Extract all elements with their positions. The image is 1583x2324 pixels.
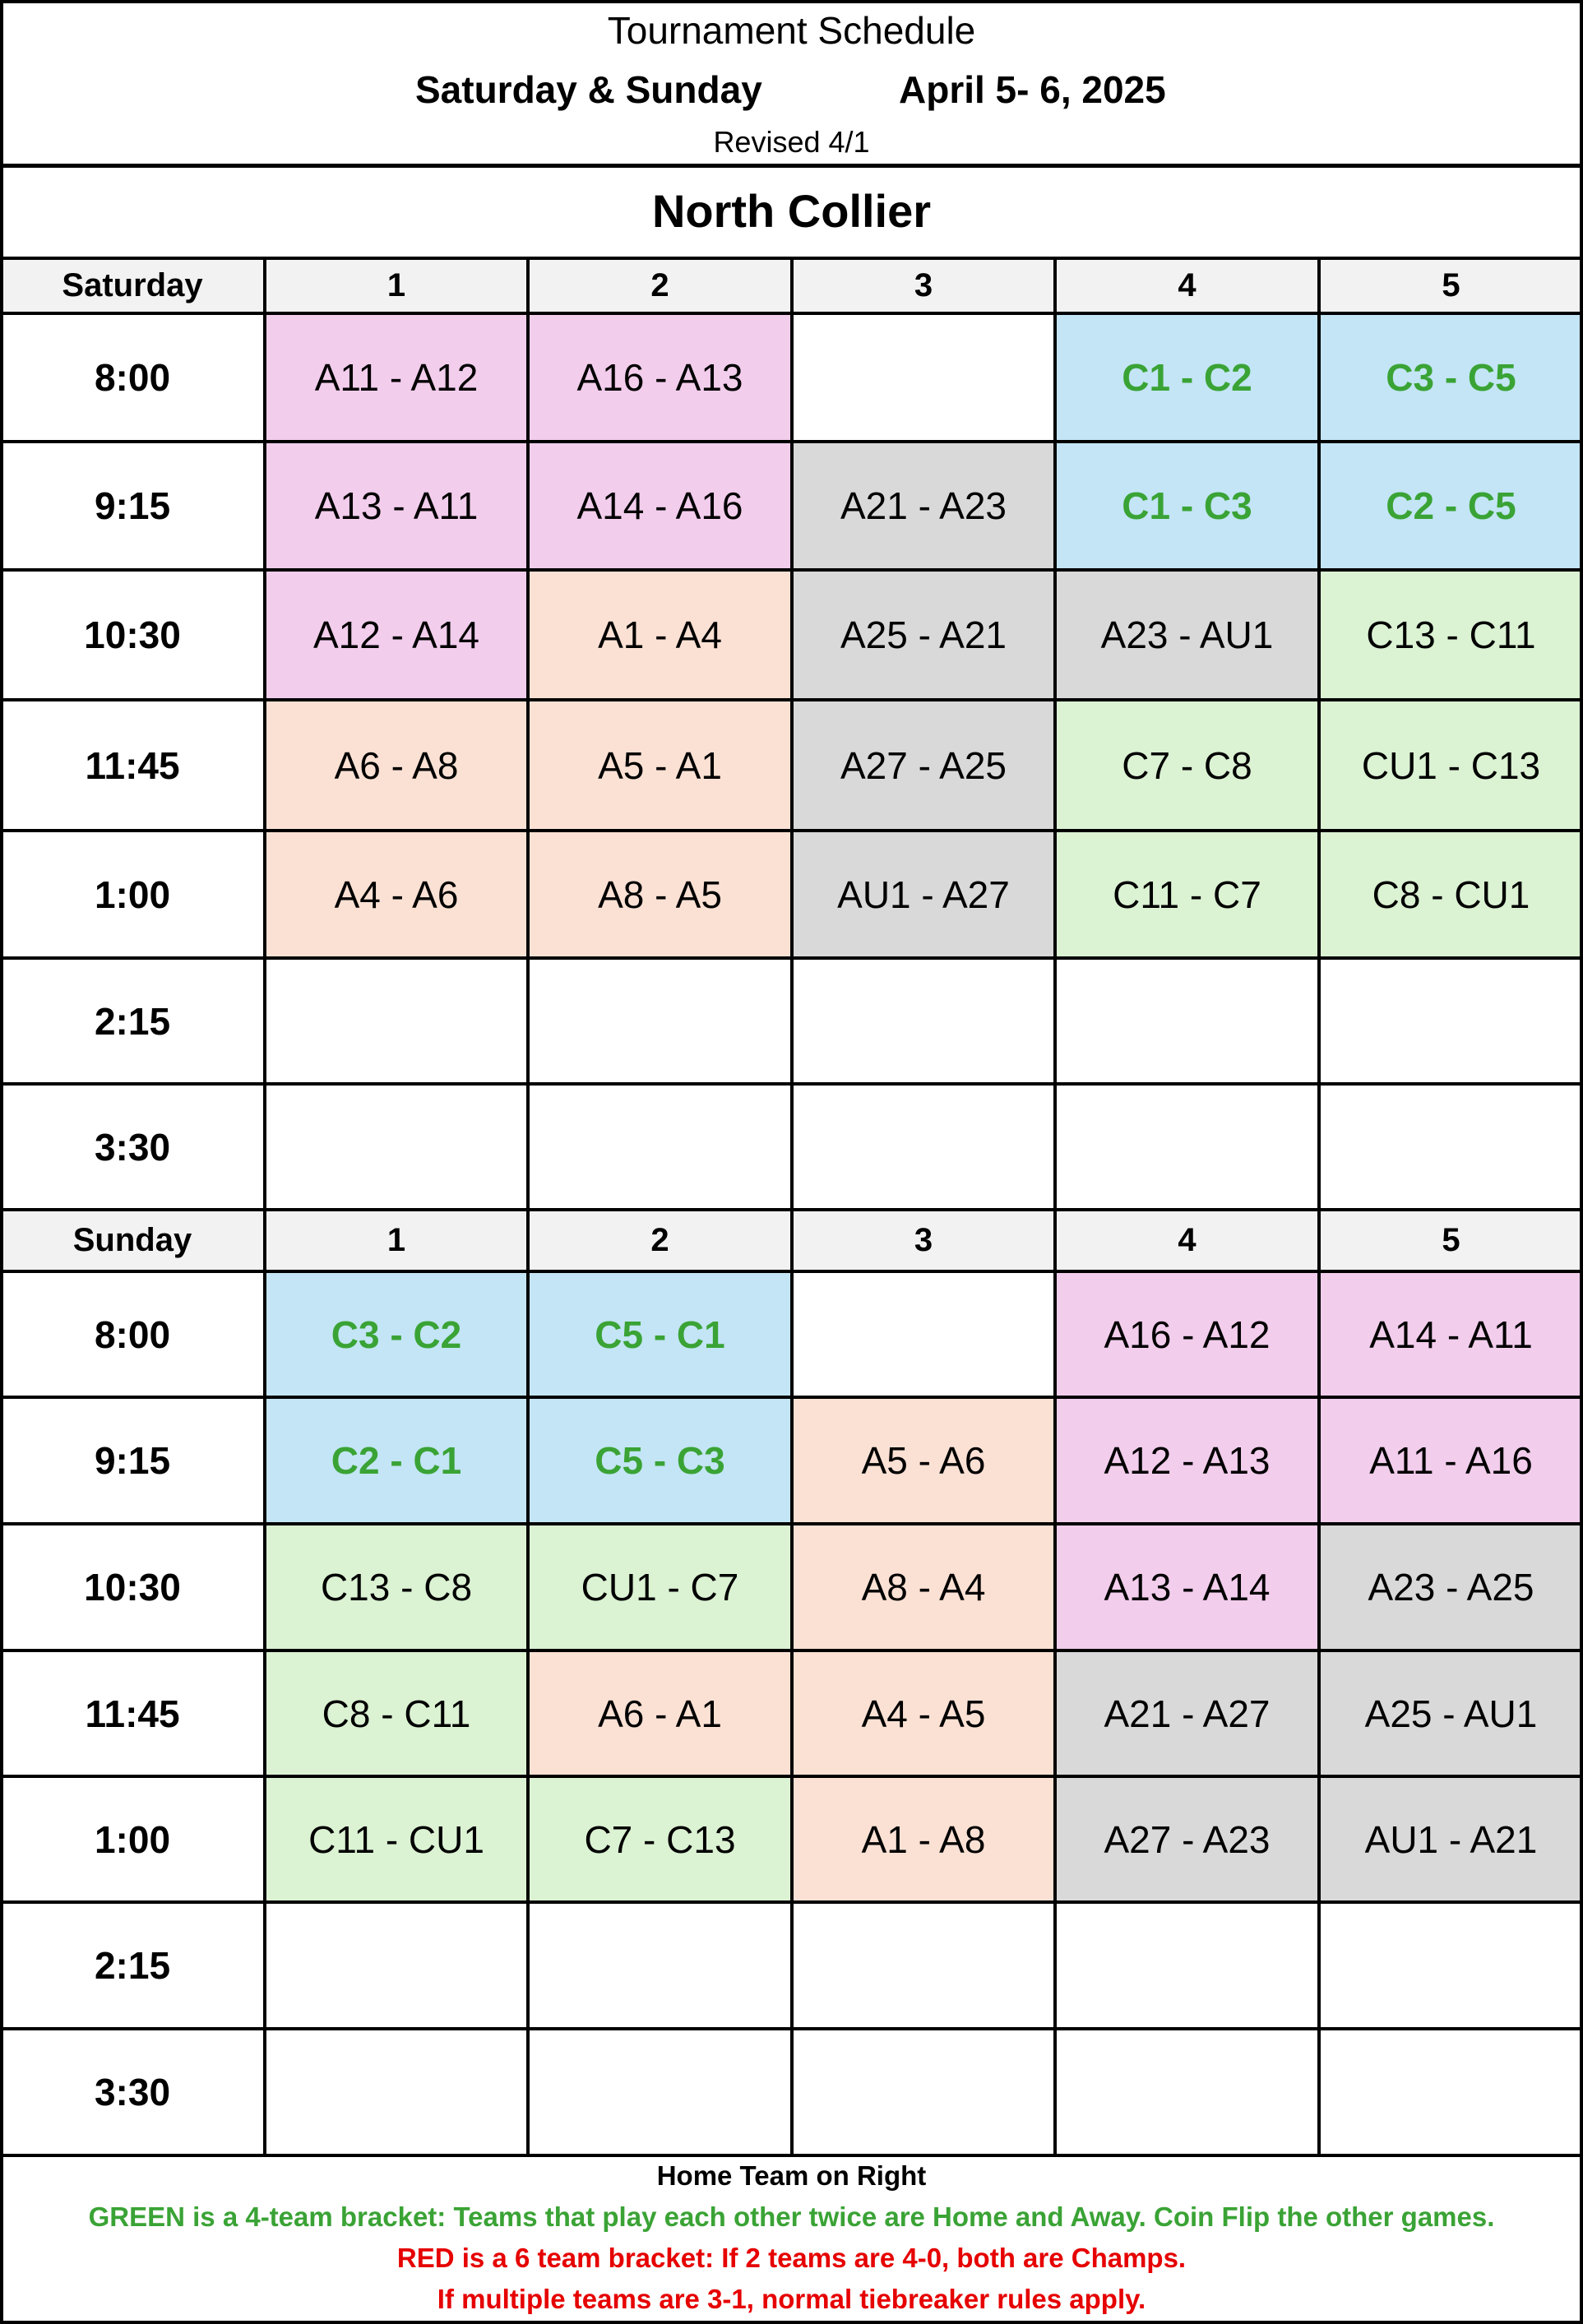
sunday-time-slot: 3:30	[94, 2071, 171, 2113]
game-cell: A14 - A11	[1319, 1271, 1583, 1397]
dates-label: Saturday & Sunday	[415, 68, 762, 111]
game-cell: C5 - C1	[528, 1271, 792, 1397]
red-bracket-note: RED is a 6 team bracket: If 2 teams are 4-0, both are Champs.	[396, 2243, 1187, 2273]
game-cell: A6 - A1	[528, 1650, 792, 1776]
document-title: Tournament Schedule	[607, 9, 976, 52]
sunday-time-slot: 11:45	[85, 1692, 180, 1735]
game-cell: A16 - A12	[1055, 1271, 1319, 1397]
game-cell: A6 - A8	[265, 700, 528, 831]
game-cell: A11 - A16	[1319, 1397, 1583, 1524]
game-cell: A25 - AU1	[1319, 1650, 1583, 1776]
game-cell: C2 - C1	[265, 1397, 528, 1524]
sunday-time-slot: 8:00	[94, 1312, 171, 1356]
saturday-time-slot: 9:15	[94, 484, 171, 527]
game-cell: C5 - C3	[528, 1397, 792, 1524]
game-cell: AU1 - A21	[1319, 1776, 1583, 1902]
saturday-time-slot: 2:15	[94, 999, 171, 1043]
green-bracket-note: GREEN is a 4-team bracket: Teams that play each other twice are Home and Away. Coin Flip the other games.	[88, 2201, 1495, 2232]
game-cell: A21 - A23	[792, 442, 1055, 570]
game-cell: C11 - C7	[1055, 831, 1319, 958]
sunday-time-slot: 10:30	[84, 1566, 181, 1609]
venue-title: North Collier	[651, 185, 932, 237]
saturday-field-header: 1	[265, 258, 528, 313]
game-cell: C13 - C11	[1319, 570, 1583, 700]
game-cell: A5 - A1	[528, 700, 792, 831]
game-cell: A11 - A12	[265, 313, 528, 442]
saturday-field-header: 5	[1319, 258, 1583, 313]
game-cell: C11 - CU1	[265, 1776, 528, 1902]
sunday-day-label: Sunday	[0, 1210, 265, 1271]
game-cell: A4 - A6	[265, 831, 528, 958]
game-cell: A23 - A25	[1319, 1524, 1583, 1650]
tiebreaker-note: If multiple teams are 3-1, normal tiebreaker rules apply.	[437, 2284, 1146, 2314]
game-cell: C2 - C5	[1319, 442, 1583, 570]
game-cell: A4 - A5	[792, 1650, 1055, 1776]
game-cell: A13 - A14	[1055, 1524, 1319, 1650]
sunday-time-slot: 1:00	[94, 1817, 171, 1861]
game-cell: AU1 - A27	[792, 831, 1055, 958]
game-cell: C3 - C2	[265, 1271, 528, 1397]
game-cell: CU1 - C13	[1319, 700, 1583, 831]
game-cell: A23 - AU1	[1055, 570, 1319, 700]
game-cell: A1 - A8	[792, 1776, 1055, 1902]
sunday-field-header: 5	[1319, 1210, 1583, 1271]
saturday-field-header: 3	[792, 258, 1055, 313]
game-cell: A1 - A4	[528, 570, 792, 700]
saturday-time-slot: 3:30	[94, 1125, 171, 1169]
sunday-time-slot: 9:15	[94, 1439, 171, 1482]
game-cell: C8 - CU1	[1319, 831, 1583, 958]
game-cell: CU1 - C7	[528, 1524, 792, 1650]
game-cell: A14 - A16	[528, 442, 792, 570]
game-cell: C8 - C11	[265, 1650, 528, 1776]
home-team-note: Home Team on Right	[656, 2160, 927, 2191]
saturday-time-slot: 8:00	[94, 356, 171, 399]
game-cell: A16 - A13	[528, 313, 792, 442]
game-cell: C1 - C2	[1055, 313, 1319, 442]
game-cell: A21 - A27	[1055, 1650, 1319, 1776]
game-cell: A27 - A23	[1055, 1776, 1319, 1902]
saturday-field-header: 2	[528, 258, 792, 313]
game-cell: A27 - A25	[792, 700, 1055, 831]
game-cell: C7 - C13	[528, 1776, 792, 1902]
saturday-time-slot: 1:00	[94, 873, 171, 916]
revision-note: Revised 4/1	[713, 125, 870, 159]
saturday-field-header: 4	[1055, 258, 1319, 313]
game-cell: A8 - A4	[792, 1524, 1055, 1650]
game-cell: A13 - A11	[265, 442, 528, 570]
sunday-time-slot: 2:15	[94, 1944, 171, 1987]
game-cell: A25 - A21	[792, 570, 1055, 700]
game-cell: A5 - A6	[792, 1397, 1055, 1524]
sunday-field-header: 1	[265, 1210, 528, 1271]
saturday-time-slot: 11:45	[85, 743, 180, 787]
game-cell: A12 - A14	[265, 570, 528, 700]
saturday-time-slot: 10:30	[84, 613, 181, 656]
date-range: April 5- 6, 2025	[899, 68, 1166, 111]
game-cell: A12 - A13	[1055, 1397, 1319, 1524]
game-cell: C1 - C3	[1055, 442, 1319, 570]
game-cell: C7 - C8	[1055, 700, 1319, 831]
saturday-day-label: Saturday	[0, 258, 265, 313]
game-cell: A8 - A5	[528, 831, 792, 958]
game-cell: C3 - C5	[1319, 313, 1583, 442]
sunday-field-header: 2	[528, 1210, 792, 1271]
sunday-field-header: 3	[792, 1210, 1055, 1271]
sunday-field-header: 4	[1055, 1210, 1319, 1271]
game-cell: C13 - C8	[265, 1524, 528, 1650]
